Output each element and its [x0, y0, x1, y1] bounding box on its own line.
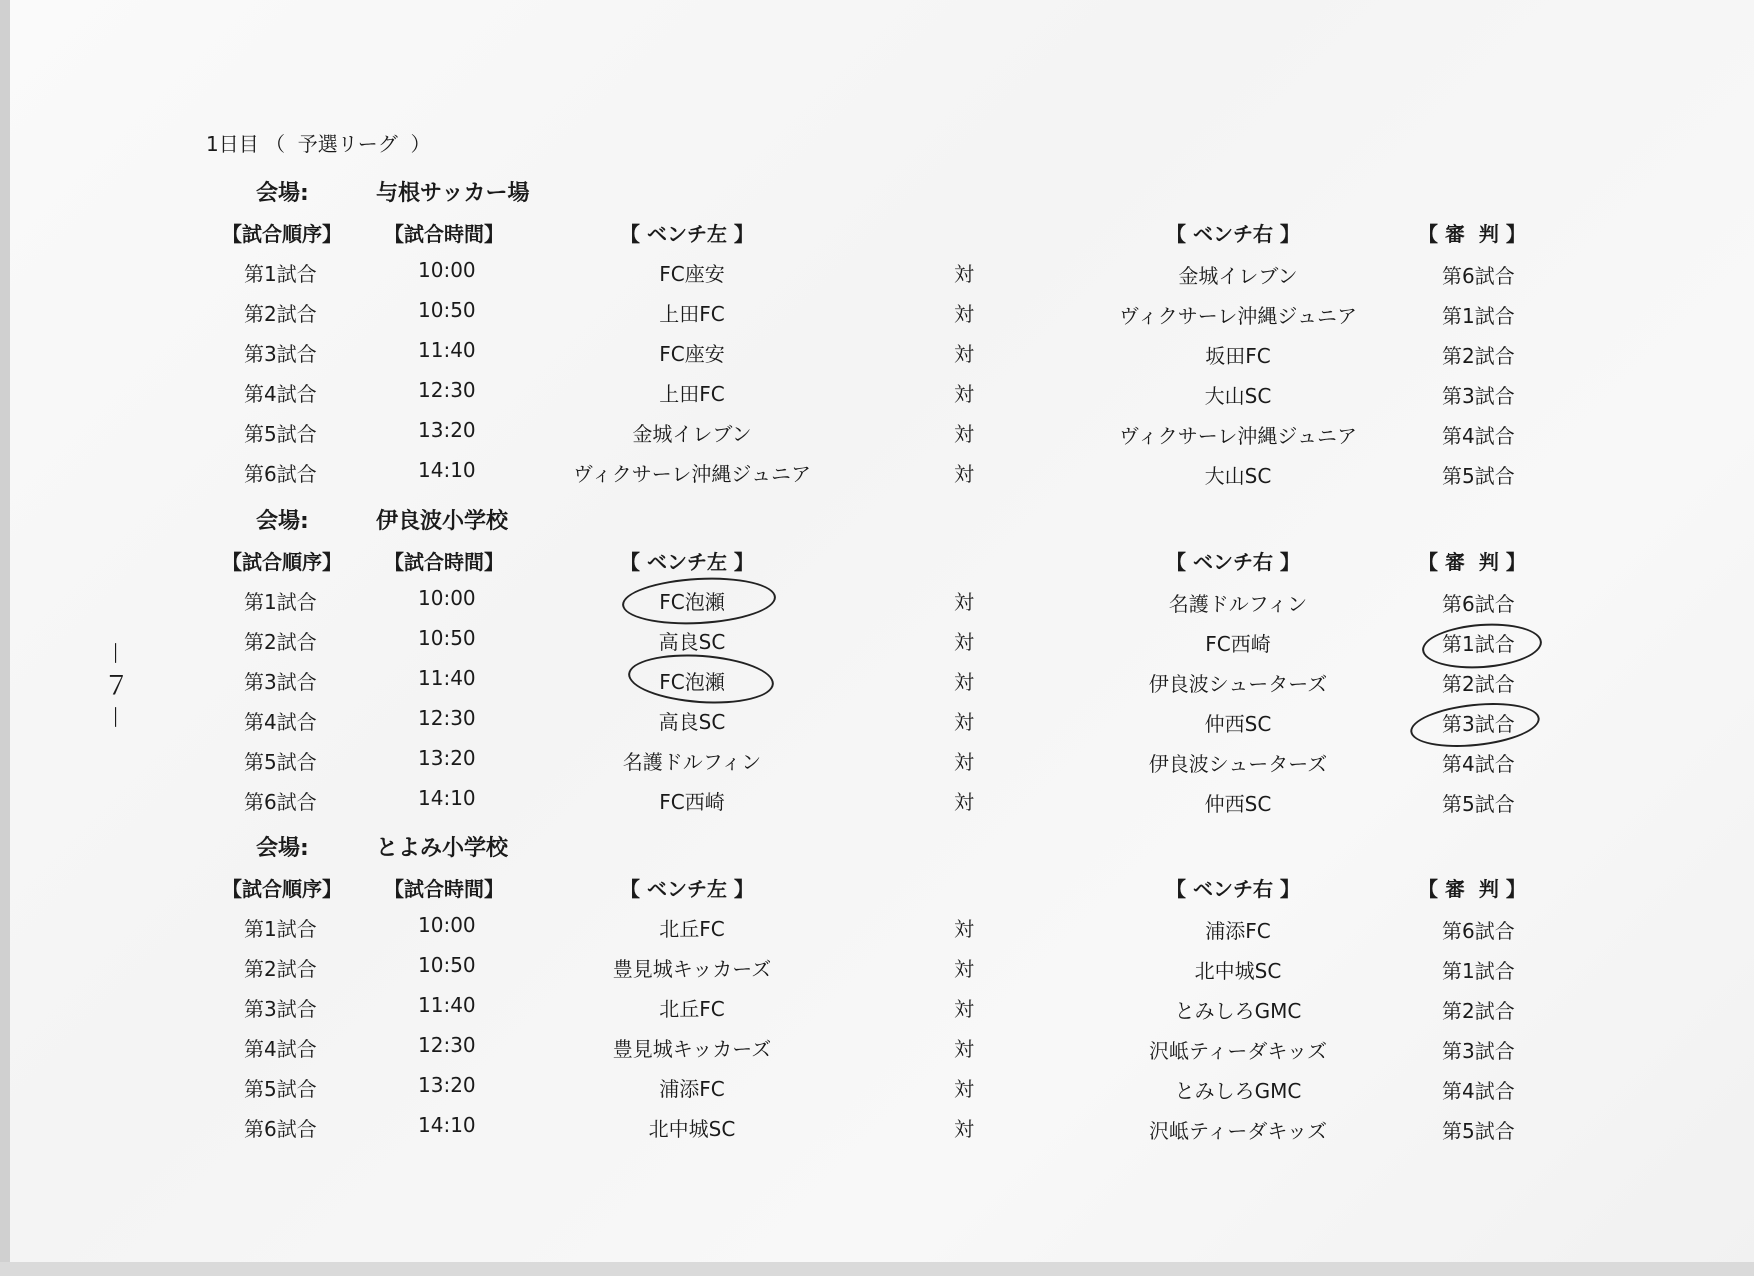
match-time: 10:50 — [418, 298, 476, 322]
match-order: 第3試合 — [244, 670, 317, 694]
team-bench-right: 北中城SC — [1194, 959, 1282, 983]
header-order: 【試合順序】 — [222, 222, 342, 246]
versus-label: 対 — [954, 917, 974, 941]
match-order: 第5試合 — [244, 750, 317, 774]
match-time: 13:20 — [418, 418, 476, 442]
team-bench-left: 名護ドルフィン — [622, 750, 762, 774]
referee-match: 第4試合 — [1442, 1079, 1515, 1103]
versus-label: 対 — [954, 382, 974, 406]
team-bench-left: 高良SC — [658, 630, 726, 654]
versus-label: 対 — [954, 1117, 974, 1141]
match-time: 11:40 — [418, 338, 476, 362]
match-order: 第6試合 — [244, 462, 317, 486]
team-bench-right: 伊良波シューターズ — [1148, 752, 1328, 776]
match-order: 第1試合 — [244, 917, 317, 941]
header-bench-right: 【 ベンチ右 】 — [1166, 550, 1300, 574]
referee-match: 第1試合 — [1442, 304, 1515, 328]
referee-match: 第1試合 — [1442, 959, 1515, 983]
venue-name: 伊良波小学校 — [376, 509, 509, 534]
team-bench-left: 上田FC — [659, 302, 725, 326]
header-time: 【試合時間】 — [384, 222, 504, 246]
team-bench-left: 北丘FC — [659, 997, 725, 1021]
team-bench-right: 仲西SC — [1204, 792, 1272, 816]
versus-label: 対 — [954, 957, 974, 981]
versus-label: 対 — [954, 590, 974, 614]
team-bench-left: 北中城SC — [648, 1117, 736, 1141]
referee-match: 第2試合 — [1442, 672, 1515, 696]
referee-match: 第5試合 — [1442, 464, 1515, 488]
team-bench-left: 北丘FC — [659, 917, 725, 941]
match-order: 第6試合 — [244, 790, 317, 814]
team-bench-right: 沢岻ティーダキッズ — [1149, 1039, 1327, 1063]
match-time: 12:30 — [418, 706, 476, 730]
team-bench-left: ヴィクサーレ沖縄ジュニア — [573, 462, 811, 486]
referee-match: 第4試合 — [1442, 424, 1515, 448]
referee-match: 第6試合 — [1442, 592, 1515, 616]
referee-match: 第3試合 — [1442, 384, 1515, 408]
team-bench-right: 大山SC — [1204, 384, 1272, 408]
team-bench-right: 浦添FC — [1205, 919, 1271, 943]
match-time: 12:30 — [418, 378, 476, 402]
match-order: 第2試合 — [244, 957, 317, 981]
match-order: 第2試合 — [244, 630, 317, 654]
handdrawn-circle — [1421, 620, 1544, 672]
versus-label: 対 — [954, 262, 974, 286]
team-bench-right: FC西崎 — [1205, 632, 1271, 656]
match-order: 第4試合 — [244, 710, 317, 734]
match-time: 14:10 — [418, 458, 476, 482]
venue-label: 会場: — [256, 181, 309, 206]
versus-label: 対 — [954, 790, 974, 814]
match-order: 第4試合 — [244, 1037, 317, 1061]
venue-name: とよみ小学校 — [376, 836, 509, 861]
match-time: 13:20 — [418, 746, 476, 770]
match-time: 10:00 — [418, 586, 476, 610]
match-time: 10:50 — [418, 953, 476, 977]
team-bench-right: 沢岻ティーダキッズ — [1149, 1119, 1327, 1143]
referee-match: 第3試合 — [1442, 712, 1515, 736]
team-bench-right: ヴィクサーレ沖縄ジュニア — [1119, 304, 1357, 328]
team-bench-right: とみしろGMC — [1174, 1079, 1302, 1103]
header-referee: 【 審 判 】 — [1418, 550, 1526, 574]
referee-match: 第6試合 — [1442, 264, 1515, 288]
handdrawn-circle — [1408, 697, 1542, 752]
match-order: 第2試合 — [244, 302, 317, 326]
versus-label: 対 — [954, 462, 974, 486]
page-number: －７－ — [99, 640, 129, 737]
versus-label: 対 — [954, 710, 974, 734]
header-bench-left: 【 ベンチ左 】 — [620, 550, 754, 574]
match-time: 14:10 — [418, 786, 476, 810]
team-bench-left: FC座安 — [659, 262, 725, 286]
team-bench-right: とみしろGMC — [1174, 999, 1302, 1023]
referee-match: 第3試合 — [1442, 1039, 1515, 1063]
match-time: 14:10 — [418, 1113, 476, 1137]
team-bench-left: 豊見城キッカーズ — [612, 957, 772, 981]
referee-match: 第4試合 — [1442, 752, 1515, 776]
referee-match: 第6試合 — [1442, 919, 1515, 943]
referee-match: 第2試合 — [1442, 344, 1515, 368]
header-referee: 【 審 判 】 — [1418, 877, 1526, 901]
versus-label: 対 — [954, 302, 974, 326]
versus-label: 対 — [954, 997, 974, 1021]
header-order: 【試合順序】 — [222, 877, 342, 901]
match-time: 10:00 — [418, 258, 476, 282]
team-bench-left: 浦添FC — [659, 1077, 725, 1101]
referee-match: 第1試合 — [1442, 632, 1515, 656]
match-order: 第3試合 — [244, 997, 317, 1021]
match-order: 第1試合 — [244, 590, 317, 614]
match-order: 第5試合 — [244, 1077, 317, 1101]
versus-label: 対 — [954, 1077, 974, 1101]
venue-label: 会場: — [256, 509, 309, 534]
header-order: 【試合順序】 — [222, 550, 342, 574]
team-bench-left: 豊見城キッカーズ — [612, 1037, 772, 1061]
team-bench-right: 仲西SC — [1204, 712, 1272, 736]
versus-label: 対 — [954, 750, 974, 774]
venue-name: 与根サッカー場 — [376, 181, 530, 206]
header-bench-left: 【 ベンチ左 】 — [620, 877, 754, 901]
page-title: 1日目 （ 予選リーグ ） — [206, 132, 431, 156]
versus-label: 対 — [954, 1037, 974, 1061]
match-order: 第1試合 — [244, 262, 317, 286]
team-bench-left: FC泡瀬 — [659, 670, 725, 694]
handdrawn-circle — [621, 574, 777, 628]
team-bench-right: 伊良波シューターズ — [1148, 672, 1328, 696]
referee-match: 第5試合 — [1442, 792, 1515, 816]
team-bench-left: FC座安 — [659, 342, 725, 366]
team-bench-left: 金城イレブン — [632, 422, 752, 446]
versus-label: 対 — [954, 342, 974, 366]
match-time: 10:00 — [418, 913, 476, 937]
team-bench-left: 高良SC — [658, 710, 726, 734]
team-bench-right: 名護ドルフィン — [1168, 592, 1308, 616]
versus-label: 対 — [954, 670, 974, 694]
match-order: 第5試合 — [244, 422, 317, 446]
referee-match: 第5試合 — [1442, 1119, 1515, 1143]
venue-label: 会場: — [256, 836, 309, 861]
match-time: 10:50 — [418, 626, 476, 650]
versus-label: 対 — [954, 630, 974, 654]
match-order: 第4試合 — [244, 382, 317, 406]
match-time: 11:40 — [418, 993, 476, 1017]
team-bench-right: ヴィクサーレ沖縄ジュニア — [1119, 424, 1357, 448]
match-order: 第3試合 — [244, 342, 317, 366]
handdrawn-circle — [627, 650, 776, 708]
team-bench-left: 上田FC — [659, 382, 725, 406]
team-bench-right: 坂田FC — [1205, 344, 1271, 368]
team-bench-right: 大山SC — [1204, 464, 1272, 488]
header-time: 【試合時間】 — [384, 550, 504, 574]
header-bench-right: 【 ベンチ右 】 — [1166, 877, 1300, 901]
header-time: 【試合時間】 — [384, 877, 504, 901]
paper-left-edge — [0, 0, 10, 1276]
match-time: 11:40 — [418, 666, 476, 690]
referee-match: 第2試合 — [1442, 999, 1515, 1023]
team-bench-left: FC西崎 — [659, 790, 725, 814]
match-order: 第6試合 — [244, 1117, 317, 1141]
versus-label: 対 — [954, 422, 974, 446]
paper-bottom-edge — [0, 1262, 1754, 1276]
team-bench-right: 金城イレブン — [1178, 264, 1298, 288]
match-time: 12:30 — [418, 1033, 476, 1057]
header-bench-left: 【 ベンチ左 】 — [620, 222, 754, 246]
header-bench-right: 【 ベンチ右 】 — [1166, 222, 1300, 246]
team-bench-left: FC泡瀬 — [659, 590, 725, 614]
match-time: 13:20 — [418, 1073, 476, 1097]
header-referee: 【 審 判 】 — [1418, 222, 1526, 246]
